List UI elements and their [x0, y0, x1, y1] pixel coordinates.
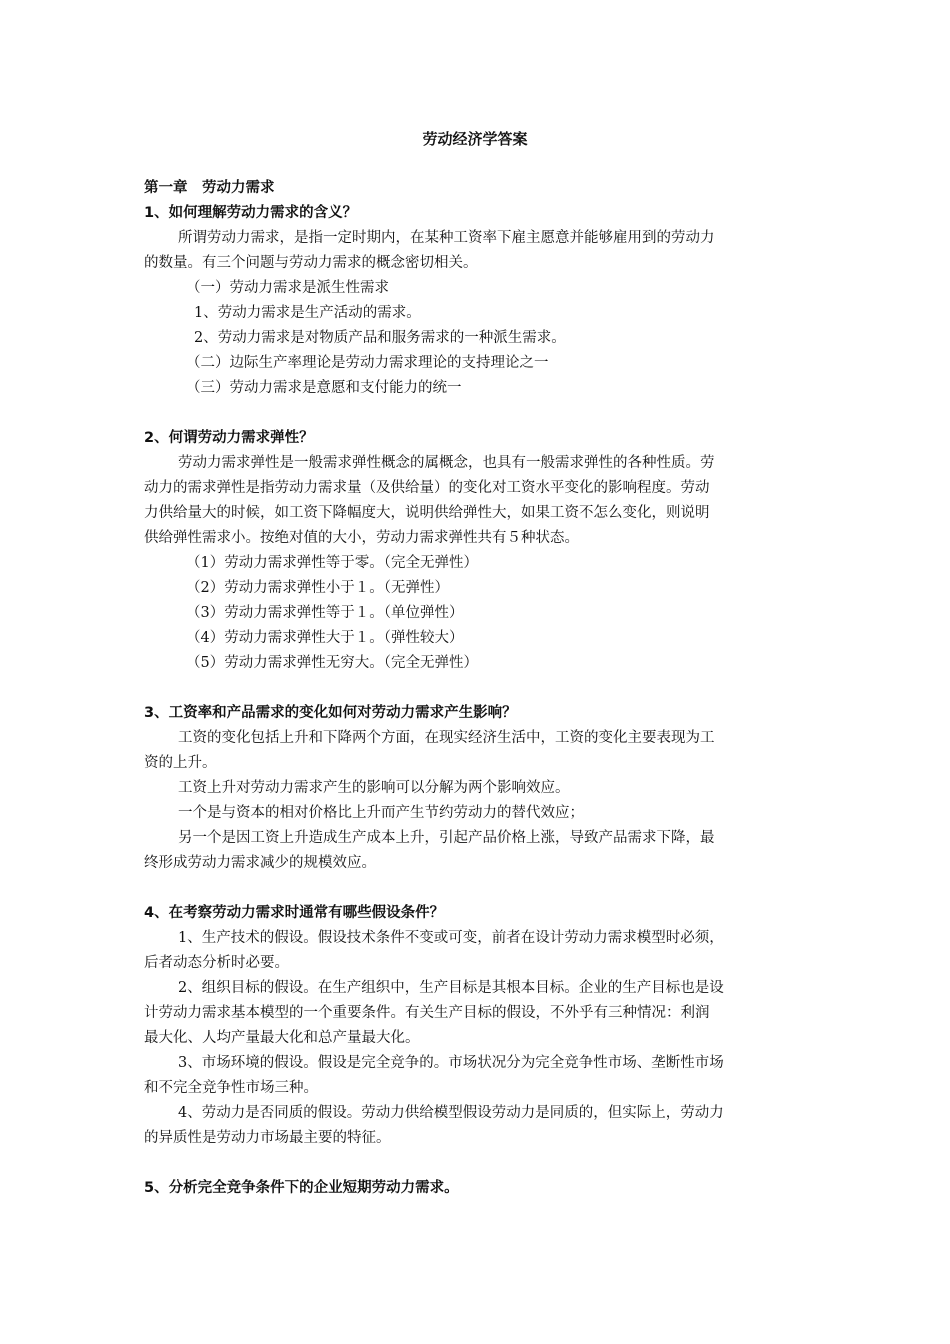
list-item: （3）劳动力需求弹性等于１。（单位弹性）	[186, 605, 464, 621]
paragraph-line: 的数量。有三个问题与劳动力需求的概念密切相关。	[144, 255, 478, 271]
question-3-heading: 3、工资率和产品需求的变化如何对劳动力需求产生影响？	[144, 705, 517, 721]
paragraph-line: 2、组织目标的假设。在生产组织中，生产目标是其根本目标。企业的生产目标也是设	[178, 980, 724, 996]
subheading: （二）边际生产率理论是劳动力需求理论的支持理论之一	[186, 355, 549, 371]
paragraph-line: 资的上升。	[144, 755, 217, 771]
list-item: （1）劳动力需求弹性等于零。（完全无弹性）	[186, 555, 478, 571]
paragraph-line: 工资上升对劳动力需求产生的影响可以分解为两个影响效应。	[178, 780, 570, 796]
paragraph-line: 工资的变化包括上升和下降两个方面，在现实经济生活中，工资的变化主要表现为工	[178, 730, 715, 746]
paragraph-line: 所谓劳动力需求，是指一定时期内，在某种工资率下雇主愿意并能够雇用到的劳动力	[178, 230, 715, 246]
paragraph-line: 劳动力需求弹性是一般需求弹性概念的属概念，也具有一般需求弹性的各种性质。劳	[178, 455, 715, 471]
paragraph-line: 的异质性是劳动力市场最主要的特征。	[144, 1130, 391, 1146]
question-5-heading: 5、分析完全竞争条件下的企业短期劳动力需求。	[144, 1180, 459, 1196]
list-item: （4）劳动力需求弹性大于１。（弹性较大）	[186, 630, 464, 646]
paragraph-line: 另一个是因工资上升造成生产成本上升，引起产品价格上涨，导致产品需求下降，最	[178, 830, 715, 846]
paragraph-line: 4、劳动力是否同质的假设。劳动力供给模型假设劳动力是同质的，但实际上，劳动力	[178, 1105, 724, 1121]
list-item: （2）劳动力需求弹性小于１。（无弹性）	[186, 580, 449, 596]
paragraph-line: 3、市场环境的假设。假设是完全竞争的。市场状况分为完全竞争性市场、垄断性市场	[178, 1055, 724, 1071]
paragraph-line: 1、生产技术的假设。假设技术条件不变或可变，前者在设计劳动力需求模型时必须，	[178, 930, 724, 946]
list-item: 1、劳动力需求是生产活动的需求。	[194, 305, 421, 321]
question-4-heading: 4、在考察劳动力需求时通常有哪些假设条件？	[144, 905, 445, 921]
paragraph-line: 动力的需求弹性是指劳动力需求量（及供给量）的变化对工资水平变化的影响程度。劳动	[144, 480, 710, 496]
chapter-heading: 第一章 劳动力需求	[144, 180, 275, 196]
paragraph-line: 供给弹性需求小。按绝对值的大小，劳动力需求弹性共有５种状态。	[144, 530, 579, 546]
paragraph-line: 后者动态分析时必要。	[144, 955, 289, 971]
paragraph-line: 计劳动力需求基本模型的一个重要条件。有关生产目标的假设，不外乎有三种情况：利润	[144, 1005, 710, 1021]
list-item: （5）劳动力需求弹性无穷大。（完全无弹性）	[186, 655, 478, 671]
paragraph-line: 力供给量大的时候，如工资下降幅度大，说明供给弹性大，如果工资不怎么变化，则说明	[144, 505, 710, 521]
list-item: 2、劳动力需求是对物质产品和服务需求的一种派生需求。	[194, 330, 566, 346]
paragraph-line: 和不完全竞争性市场三种。	[144, 1080, 318, 1096]
paragraph-line: 最大化、人均产量最大化和总产量最大化。	[144, 1030, 420, 1046]
paragraph-line: 终形成劳动力需求减少的规模效应。	[144, 855, 376, 871]
question-1-heading: 1、如何理解劳动力需求的含义？	[144, 205, 358, 221]
document-title: 劳动经济学答案	[422, 130, 528, 148]
subheading: （一）劳动力需求是派生性需求	[186, 280, 389, 296]
paragraph-line: 一个是与资本的相对价格比上升而产生节约劳动力的替代效应；	[178, 805, 584, 821]
question-2-heading: 2、何谓劳动力需求弹性？	[144, 430, 314, 446]
subheading: （三）劳动力需求是意愿和支付能力的统一	[186, 380, 462, 396]
